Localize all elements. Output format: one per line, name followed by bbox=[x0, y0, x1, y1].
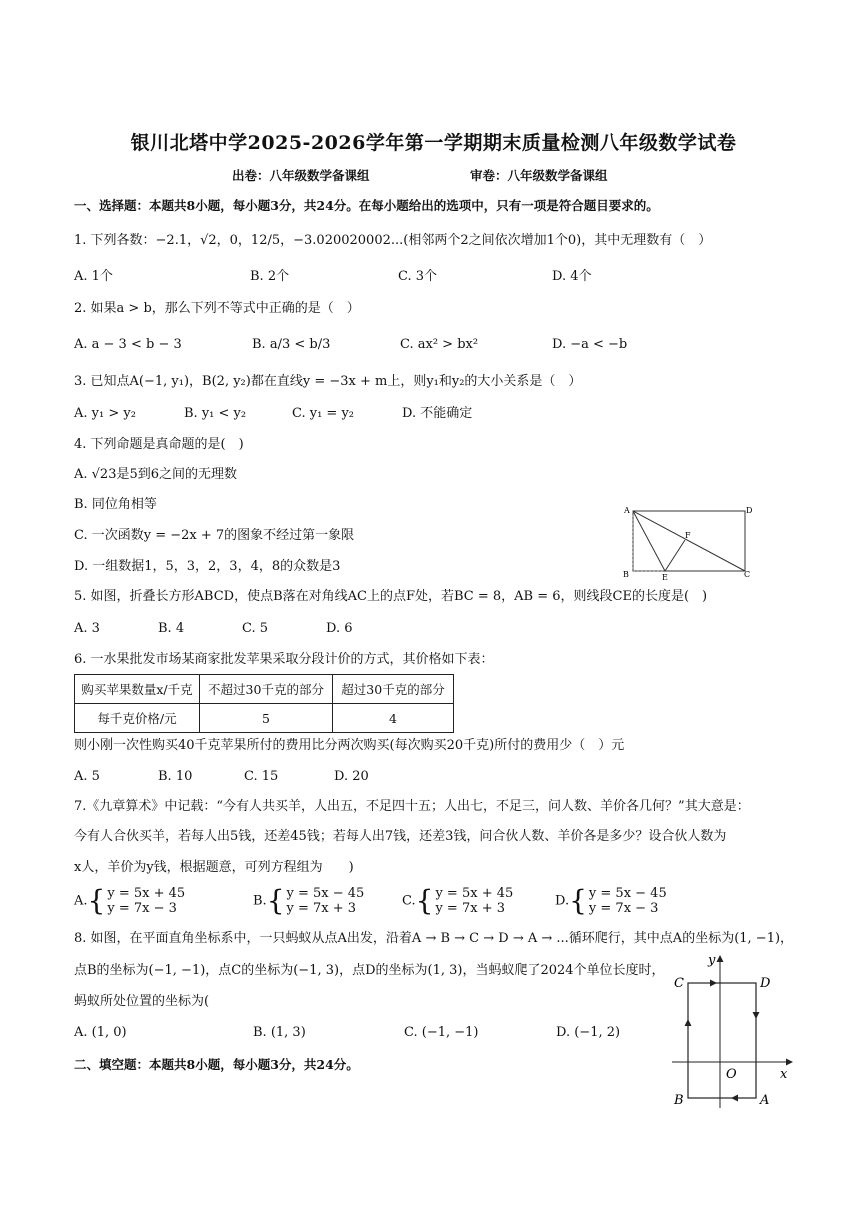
table-cell: 购买苹果数量x/千克 bbox=[75, 675, 200, 704]
q5-label-d: D bbox=[746, 506, 753, 515]
table-row bbox=[75, 675, 454, 704]
table-cell: 超过30千克的部分 bbox=[333, 675, 454, 704]
option-label: A. bbox=[74, 893, 88, 909]
q6-option-b: B. 10 bbox=[158, 769, 193, 784]
q7-line-2: 今有人合伙买羊，若每人出5钱，还差45钱；若每人出7钱，还差3钱，问合伙人数、羊价各是多少？设合伙人数为 bbox=[74, 829, 727, 844]
q1-option-b: B. 2个 bbox=[250, 269, 290, 284]
q5-label-c: C bbox=[744, 570, 751, 579]
q6-option-c: C. 15 bbox=[244, 769, 279, 784]
q3-option-a: A. y₁ > y₂ bbox=[74, 406, 136, 421]
equation: y = 7x − 3 bbox=[107, 901, 177, 916]
q3-option-c: C. y₁ = y₂ bbox=[292, 406, 355, 421]
option-label: C. bbox=[402, 893, 416, 909]
brace-icon: { bbox=[87, 884, 106, 917]
q5-option-b: B. 4 bbox=[158, 621, 185, 636]
equation-system bbox=[433, 886, 513, 916]
q1-option-d: D. 4个 bbox=[552, 269, 592, 284]
table-cell: 不超过30千克的部分 bbox=[200, 675, 333, 704]
brace-icon: { bbox=[266, 884, 285, 917]
q5-label-f: F bbox=[685, 531, 691, 540]
page-title: 银川北塔中学2025-2026学年第一学期期末质量检测八年级数学试卷 bbox=[130, 132, 737, 154]
q5-label-e: E bbox=[662, 573, 668, 582]
q8-label-y-axis: y bbox=[708, 953, 716, 968]
q8-coordinate-figure bbox=[668, 950, 798, 1112]
q3-option-d: D. 不能确定 bbox=[402, 406, 473, 421]
q8-label-x-axis: x bbox=[780, 1067, 788, 1082]
brace-icon: { bbox=[569, 884, 587, 917]
section-heading-2: 二、填空题：本题共8小题，每小题3分，共24分。 bbox=[74, 1057, 359, 1072]
q8-label-origin: O bbox=[726, 1067, 737, 1082]
equation: y = 5x + 45 bbox=[107, 886, 186, 901]
reviewer: 审卷：八年级数学备课组 bbox=[470, 168, 608, 183]
q7-option-c bbox=[402, 886, 513, 916]
q3-option-b: B. y₁ < y₂ bbox=[184, 406, 247, 421]
equation: y = 5x + 45 bbox=[435, 886, 514, 901]
q5-label-b: B bbox=[623, 570, 629, 579]
q8-line-2: 点B的坐标为(−1, −1)，点C的坐标为(−1, 3)，点D的坐标为(1, 3)，当蚂蚁爬了2024个单位长度时， bbox=[74, 963, 665, 978]
q5-option-a: A. 3 bbox=[74, 621, 100, 636]
q1-stem: 1. 下列各数：−2.1，√2，0，12/5，−3.020020002...(相邻两个2之间依次增加1个0)，其中无理数有（ ） bbox=[74, 233, 712, 248]
q8-label-b: B bbox=[674, 1093, 684, 1108]
q8-option-d: D. (−1, 2) bbox=[556, 1025, 621, 1040]
option-label: D. bbox=[555, 893, 570, 909]
q5-option-d: D. 6 bbox=[326, 621, 353, 636]
q8-label-c: C bbox=[674, 976, 684, 991]
q8-label-d: D bbox=[760, 976, 771, 991]
q7-option-d bbox=[555, 886, 667, 916]
q8-line-1: 8. 如图，在平面直角坐标系中，一只蚂蚁从点A出发，沿着A → B → C → D → A → ...循环爬行，其中点A的坐标为(1, −1)， bbox=[74, 931, 794, 946]
equation-system bbox=[105, 886, 185, 916]
table-cell: 每千克价格/元 bbox=[75, 704, 200, 733]
equation: y = 7x + 3 bbox=[435, 901, 505, 916]
q8-line-3: 蚂蚁所处位置的坐标为( bbox=[74, 994, 210, 1009]
setter: 出卷：八年级数学备课组 bbox=[232, 168, 370, 183]
equation: y = 5x − 45 bbox=[286, 886, 365, 901]
q7-line-1: 7.《九章算术》中记载：“今有人共买羊，人出五，不足四十五；人出七，不足三，问人数、羊价各几何？”其大意是： bbox=[74, 799, 750, 814]
brace-icon: { bbox=[415, 884, 434, 917]
equation: y = 5x − 45 bbox=[588, 886, 667, 901]
q2-option-c: C. ax² > bx² bbox=[400, 337, 479, 352]
option-label: B. bbox=[253, 893, 267, 909]
q1-option-a: A. 1个 bbox=[74, 269, 113, 284]
q4-option-c: C. 一次函数y = −2x + 7的图象不经过第一象限 bbox=[74, 528, 355, 543]
section-heading-1: 一、选择题：本题共8小题，每小题3分，共24分。在每小题给出的选项中，只有一项是符合题目要求的。 bbox=[74, 198, 659, 213]
q5-rectangle-figure bbox=[620, 500, 760, 582]
q2-stem: 2. 如果a > b，那么下列不等式中正确的是（ ） bbox=[74, 301, 360, 316]
equation: y = 7x + 3 bbox=[286, 901, 357, 916]
q7-option-b bbox=[253, 886, 364, 916]
q3-stem: 3. 已知点A(−1, y₁)，B(2, y₂)都在直线y = −3x + m上，则y₁和y₂的大小关系是（ ） bbox=[74, 374, 582, 389]
q6-option-d: D. 20 bbox=[334, 769, 369, 784]
table-row bbox=[75, 704, 454, 733]
q4-option-b: B. 同位角相等 bbox=[74, 497, 157, 512]
equation-system bbox=[587, 886, 667, 916]
q7-option-a bbox=[74, 886, 185, 916]
q5-stem: 5. 如图，折叠长方形ABCD，使点B落在对角线AC上的点F处，若BC = 8，AB = 6，则线段CE的长度是( ) bbox=[74, 589, 708, 604]
equation-system bbox=[285, 886, 365, 916]
q2-option-a: A. a − 3 < b − 3 bbox=[74, 337, 182, 352]
q5-option-c: C. 5 bbox=[242, 621, 269, 636]
q2-option-b: B. a/3 < b/3 bbox=[252, 337, 331, 352]
q5-label-a: A bbox=[624, 506, 630, 515]
table-cell: 4 bbox=[333, 704, 454, 733]
q4-option-a: A. √23是5到6之间的无理数 bbox=[74, 467, 238, 482]
q7-line-3: x人，羊价为y钱，根据题意，可列方程组为 ) bbox=[74, 860, 354, 875]
q8-option-b: B. (1, 3) bbox=[253, 1025, 306, 1040]
q4-option-d: D. 一组数据1，5，3，2，3，4，8的众数是3 bbox=[74, 559, 341, 574]
equation: y = 7x − 3 bbox=[588, 901, 659, 916]
q6-stem: 6. 一水果批发市场某商家批发苹果采取分段计价的方式，其价格如下表： bbox=[74, 652, 494, 667]
q6-option-a: A. 5 bbox=[74, 769, 100, 784]
q6-price-table bbox=[74, 674, 454, 733]
table-cell: 5 bbox=[200, 704, 333, 733]
q8-option-a: A. (1, 0) bbox=[74, 1025, 127, 1040]
q4-stem: 4. 下列命题是真命题的是( ) bbox=[74, 437, 244, 452]
q6-follow: 则小刚一次性购买40千克苹果所付的费用比分两次购买(每次购买20千克)所付的费用少（ ）元 bbox=[74, 738, 625, 753]
q1-option-c: C. 3个 bbox=[398, 269, 438, 284]
q8-option-c: C. (−1, −1) bbox=[404, 1025, 479, 1040]
q8-label-a: A bbox=[760, 1093, 770, 1108]
q2-option-d: D. −a < −b bbox=[552, 337, 628, 352]
